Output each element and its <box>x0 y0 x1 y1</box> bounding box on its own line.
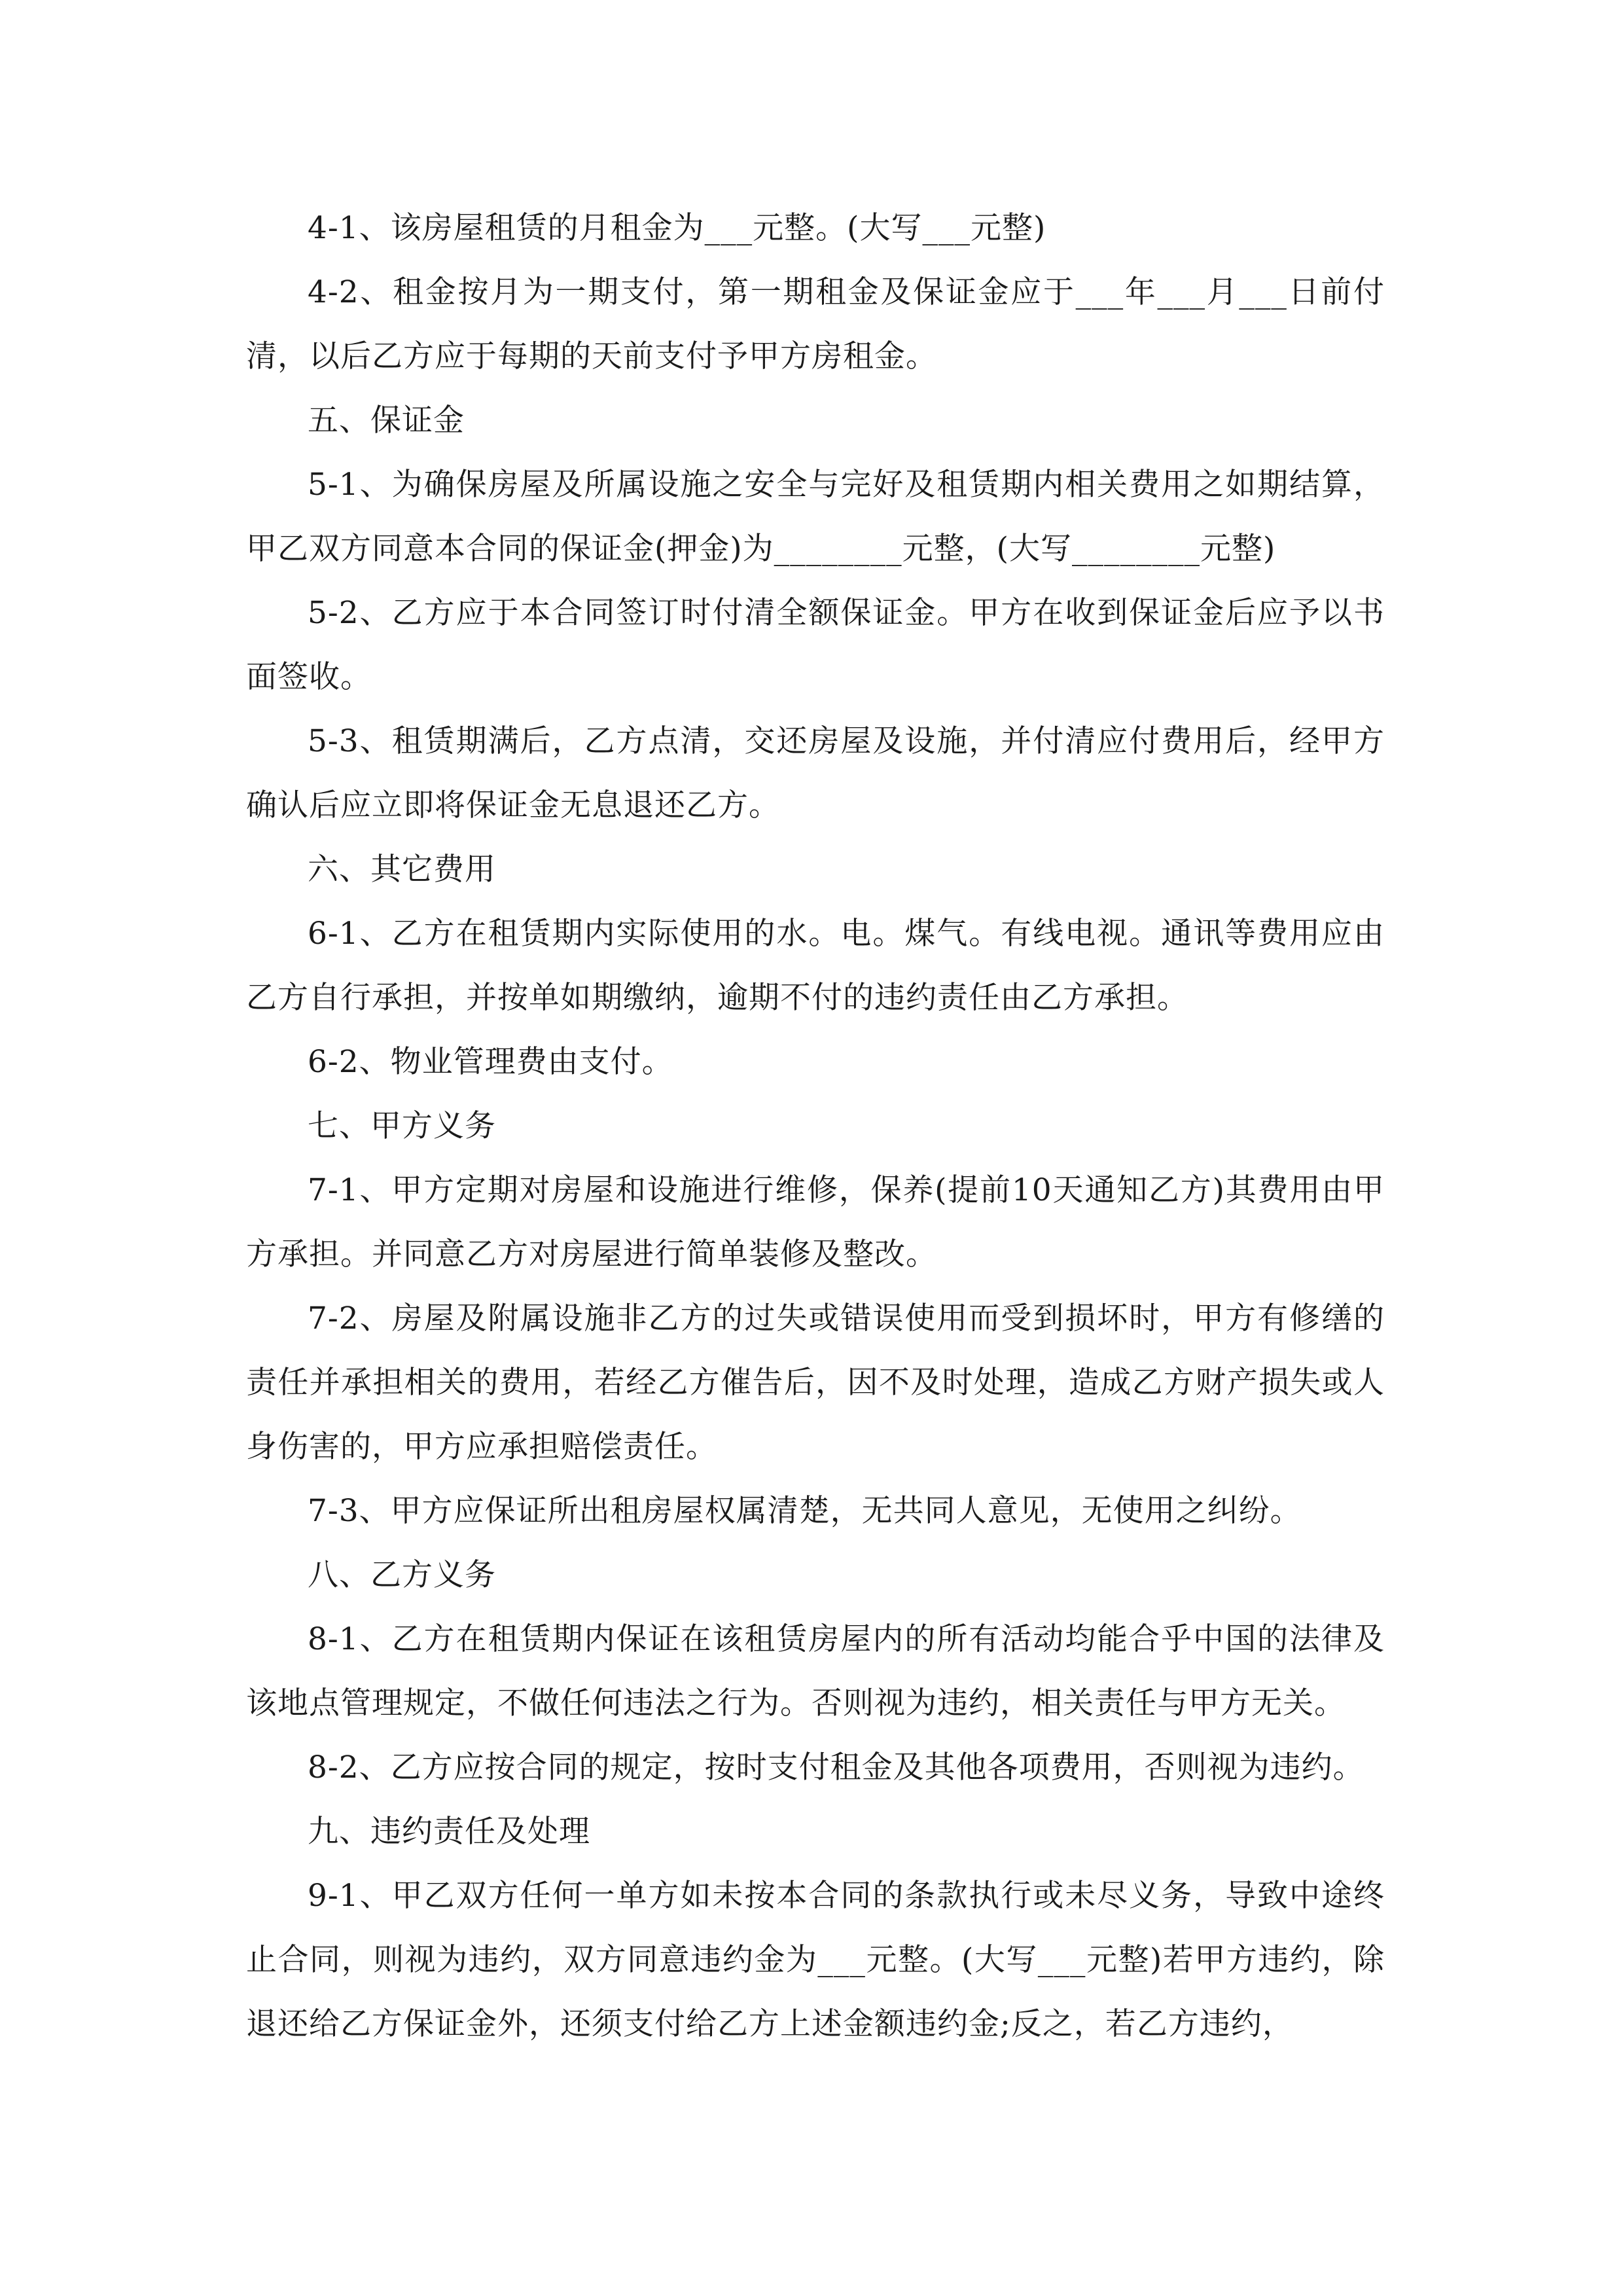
clause-9-1: 9-1、甲乙双方任何一单方如未按本合同的条款执行或未尽义务，导致中途终止合同，则视为违约，双方同意违约金为___元整。(大写___元整)若甲方违约，除退还给乙方保证金外，还须支付给乙方上述金额违约金;反之，若乙方违约， <box>246 1878 1385 2042</box>
clause-7-3: 7-3、甲方应保证所出租房屋权属清楚，无共同人意见，无使用之纠纷。 <box>308 1493 1302 1529</box>
section-heading-other-fees: 六、其它费用 <box>308 852 496 888</box>
section-heading-party-a-obligations: 七、甲方义务 <box>308 1108 496 1144</box>
clause-5-2: 5-2、乙方应于本合同签订时付清全额保证金。甲方在收到保证金后应予以书面签收。 <box>246 595 1385 695</box>
section-heading-party-b-obligations: 八、乙方义务 <box>308 1557 496 1593</box>
clause-5-1: 5-1、为确保房屋及所属设施之安全与完好及租赁期内相关费用之如期结算，甲乙双方同意本合同的保证金(押金)为________元整，(大写________元整) <box>246 467 1385 567</box>
clause-5-3: 5-3、租赁期满后，乙方点清，交还房屋及设施，并付清应付费用后，经甲方确认后应立即将保证金无息退还乙方。 <box>246 723 1385 823</box>
clause-6-1: 6-1、乙方在租赁期内实际使用的水。电。煤气。有线电视。通讯等费用应由乙方自行承担，并按单如期缴纳，逾期不付的违约责任由乙方承担。 <box>246 916 1385 1016</box>
clause-4-2: 4-2、租金按月为一期支付，第一期租金及保证金应于___年___月___日前付清，以后乙方应于每期的天前支付予甲方房租金。 <box>246 274 1385 374</box>
clause-8-2: 8-2、乙方应按合同的规定，按时支付租金及其他各项费用，否则视为违约。 <box>308 1749 1364 1785</box>
clause-6-2: 6-2、物业管理费由支付。 <box>308 1044 673 1080</box>
section-heading-deposit: 五、保证金 <box>308 403 465 439</box>
clause-8-1: 8-1、乙方在租赁期内保证在该租赁房屋内的所有活动均能合乎中国的法律及该地点管理规定，不做任何违法之行为。否则视为违约，相关责任与甲方无关。 <box>246 1621 1385 1721</box>
clause-4-1: 4-1、该房屋租赁的月租金为___元整。(大写___元整) <box>308 210 1046 246</box>
clause-7-2: 7-2、房屋及附属设施非乙方的过失或错误使用而受到损坏时，甲方有修缮的责任并承担相关的费用，若经乙方催告后，因不及时处理，造成乙方财产损失或人身伤害的，甲方应承担赔偿责任。 <box>246 1300 1385 1465</box>
clause-7-1: 7-1、甲方定期对房屋和设施进行维修，保养(提前10天通知乙方)其费用由甲方承担。并同意乙方对房屋进行简单装修及整改。 <box>246 1172 1385 1272</box>
section-heading-breach-liability: 九、违约责任及处理 <box>308 1814 590 1850</box>
document-body <box>246 196 1385 2056</box>
